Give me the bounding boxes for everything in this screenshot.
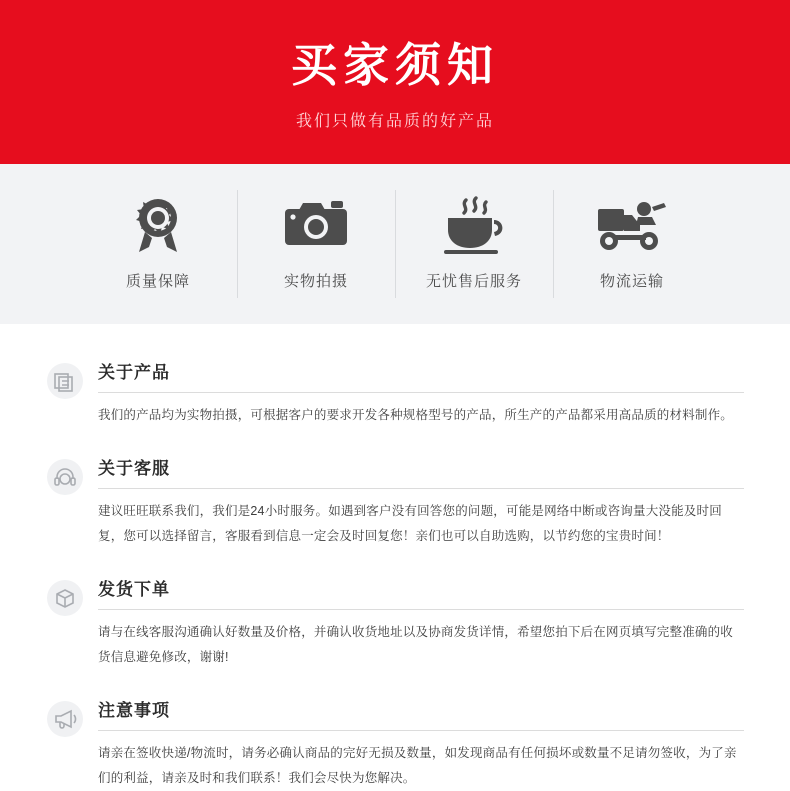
delivery-scooter-icon <box>594 188 670 262</box>
section-title: 关于客服 <box>98 459 170 478</box>
page-subtitle: 我们只做有品质的好产品 <box>295 112 494 130</box>
section-text: 请与在线客服沟通确认好数量及价格，并确认收货地址以及协商发货详情，希望您拍下后在网页填写完整准确的收货信息避免修改，谢谢! <box>98 625 734 664</box>
section-notice <box>46 696 744 791</box>
section-shipping-order <box>46 575 744 670</box>
divider <box>98 488 744 489</box>
feature-item-quality <box>79 188 237 300</box>
headset-support-icon <box>46 458 84 496</box>
section-text: 请亲在签收快递/物流时，请务必确认商品的完好无损及数量，如发现商品有任何损坏或数量不足请勿签收，为了亲们的利益，请亲及时和我们联系！我们会尽快为您解决。 <box>98 746 737 785</box>
megaphone-icon <box>46 700 84 738</box>
feature-item-logistics <box>553 188 711 300</box>
section-title: 发货下单 <box>98 580 170 599</box>
divider <box>98 730 744 731</box>
medal-ribbon-icon <box>125 188 191 262</box>
divider <box>98 392 744 393</box>
feature-label: 物流运输 <box>599 273 664 290</box>
section-text: 建议旺旺联系我们，我们是24小时服务。如遇到客户没有回答您的问题，可能是网络中断或咨询量大没能及时回复，您可以选择留言，客服看到信息一定会及时回复您！亲们也可以自助选购，以节约您的宝贵时间！ <box>98 504 722 543</box>
page-title: 买家须知 <box>291 39 499 92</box>
feature-label: 实物拍摄 <box>283 273 348 290</box>
section-about-product <box>46 358 744 428</box>
info-sections <box>0 324 790 791</box>
section-about-service <box>46 454 744 549</box>
section-text: 我们的产品均为实物拍摄，可根据客户的要求开发各种规格型号的产品，所生产的产品都采用高品质的材料制作。 <box>98 408 734 422</box>
feature-strip <box>0 164 790 324</box>
section-title: 关于产品 <box>98 363 170 382</box>
feature-item-aftersales <box>395 188 553 300</box>
camera-icon <box>281 188 351 262</box>
feature-item-photo <box>237 188 395 300</box>
coffee-cup-icon <box>438 188 510 262</box>
feature-label: 质量保障 <box>125 273 190 290</box>
feature-label: 无忧售后服务 <box>425 273 522 290</box>
divider <box>98 609 744 610</box>
package-box-icon <box>46 579 84 617</box>
documents-icon <box>46 362 84 400</box>
hero-banner <box>0 0 790 164</box>
section-title: 注意事项 <box>98 701 170 720</box>
